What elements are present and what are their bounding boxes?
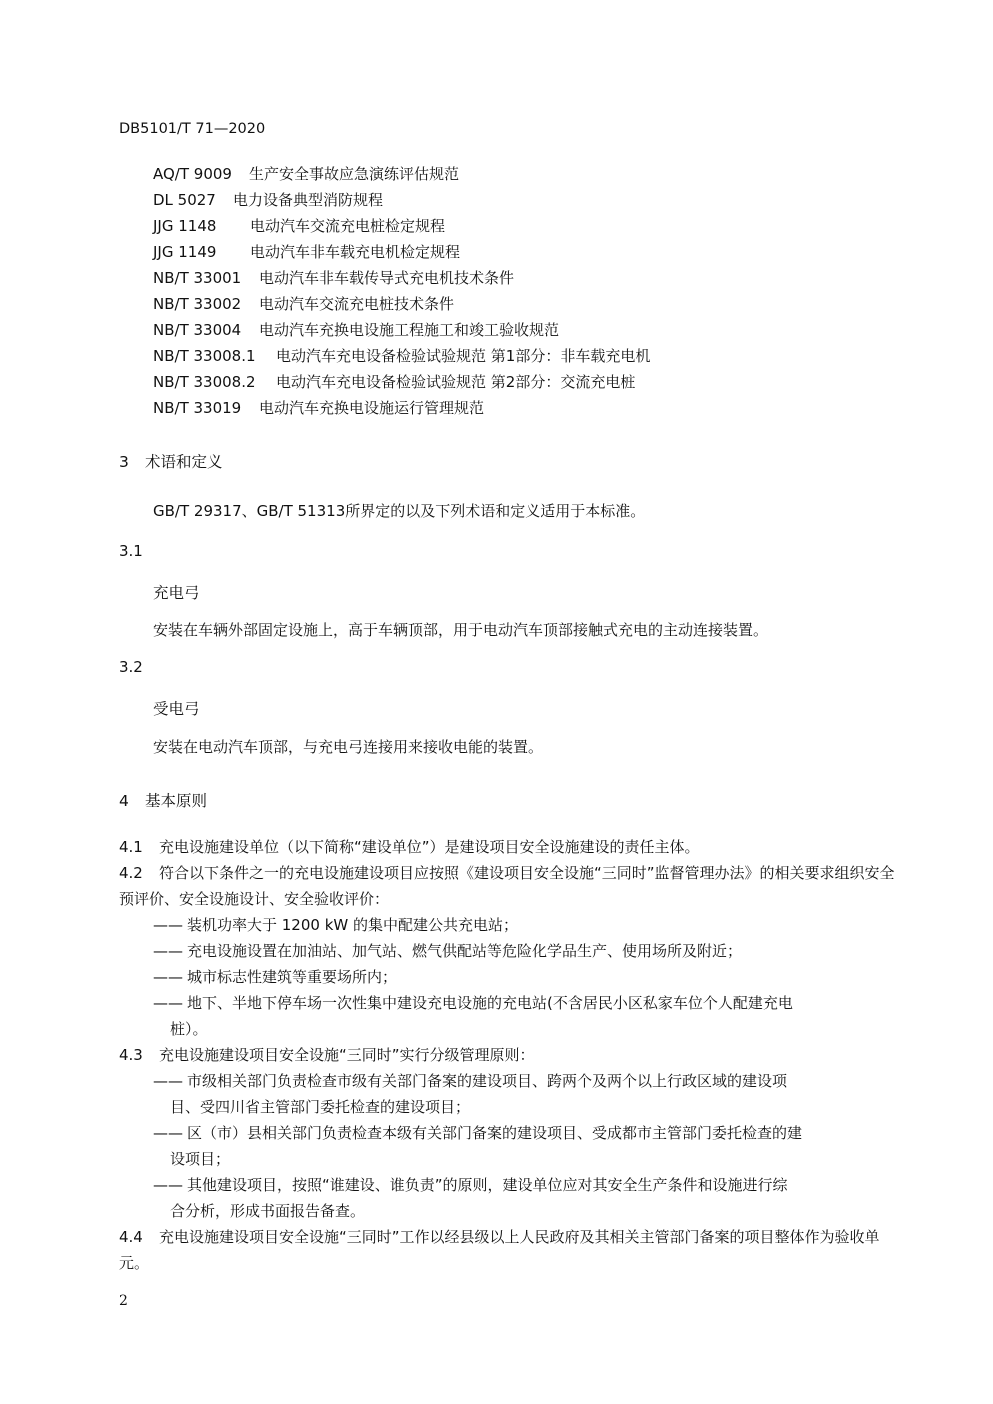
section-number: 4 bbox=[119, 792, 129, 810]
term-name: 充电弓 bbox=[153, 584, 200, 602]
list-item-text: 城市标志性建筑等重要场所内； bbox=[187, 968, 398, 986]
term-number: 3.1 bbox=[119, 542, 143, 560]
list-dash: —— bbox=[153, 916, 183, 934]
list-item bbox=[153, 1120, 899, 1172]
list-item-text: 其他建设项目，按照“谁建设、谁负责”的原则，建设单位应对其安全生产条件和设施进行综 bbox=[187, 1176, 788, 1194]
term-number: 3.2 bbox=[119, 658, 143, 676]
clause-number: 4.4 bbox=[119, 1228, 143, 1246]
section-heading bbox=[119, 450, 223, 472]
list-item bbox=[153, 1068, 899, 1120]
reference-title: 电动汽车充换电设施运行管理规范 bbox=[259, 399, 485, 417]
reference-code: DL 5027 bbox=[153, 191, 216, 209]
section-number: 3 bbox=[119, 453, 129, 471]
section-title: 术语和定义 bbox=[145, 453, 223, 471]
reference-title: 电动汽车充电设备检验试验规范 第1部分：非车载充电机 bbox=[276, 347, 651, 365]
list-dash: —— bbox=[153, 1072, 183, 1090]
clause-number: 4.2 bbox=[119, 864, 143, 882]
reference-item bbox=[153, 189, 383, 210]
page-number: 2 bbox=[119, 1293, 128, 1309]
reference-item bbox=[153, 345, 650, 366]
reference-code: AQ/T 9009 bbox=[153, 165, 232, 183]
reference-item bbox=[153, 241, 460, 262]
clause-4-4 bbox=[119, 1224, 899, 1276]
list-item bbox=[153, 964, 899, 990]
clause-number: 4.1 bbox=[119, 838, 143, 856]
reference-code: NB/T 33008.2 bbox=[153, 373, 256, 391]
reference-title: 生产安全事故应急演练评估规范 bbox=[249, 165, 460, 183]
section-heading bbox=[119, 789, 207, 811]
list-dash: —— bbox=[153, 968, 183, 986]
clause-text: 充电设施建设项目安全设施“三同时”工作以经县级以上人民政府及其相关主管部门备案的项目整体作为验收单元。 bbox=[119, 1228, 880, 1272]
list-item-continuation: 桩）。 bbox=[170, 1020, 208, 1038]
reference-item bbox=[153, 397, 484, 418]
list-item-text: 区（市）县相关部门负责检查本级有关部门备案的建设项目、受成都市主管部门委托检查的建 bbox=[187, 1124, 803, 1142]
reference-code: NB/T 33002 bbox=[153, 295, 242, 313]
reference-code: NB/T 33004 bbox=[153, 321, 242, 339]
reference-title: 电动汽车充换电设施工程施工和竣工验收规范 bbox=[259, 321, 560, 339]
list-item-text: 装机功率大于 1200 kW 的集中配建公共充电站； bbox=[187, 916, 518, 934]
section-title: 基本原则 bbox=[145, 792, 208, 810]
reference-item bbox=[153, 215, 445, 236]
reference-title: 电力设备典型消防规程 bbox=[233, 191, 384, 209]
list-item-continuation: 设项目； bbox=[170, 1150, 231, 1168]
list-dash: —— bbox=[153, 994, 183, 1012]
reference-item bbox=[153, 267, 514, 288]
clause-number: 4.3 bbox=[119, 1046, 143, 1064]
reference-code: JJG 1149 bbox=[153, 243, 217, 261]
reference-title: 电动汽车充电设备检验试验规范 第2部分：交流充电桩 bbox=[276, 373, 636, 391]
list-item bbox=[153, 938, 899, 964]
term-definition: 安装在车辆外部固定设施上，高于车辆顶部，用于电动汽车顶部接触式充电的主动连接装置。 bbox=[153, 621, 769, 639]
list-item-text: 地下、半地下停车场一次性集中建设充电设施的充电站(不含居民小区私家车位个人配建充电 bbox=[187, 994, 793, 1012]
reference-title: 电动汽车交流充电桩技术条件 bbox=[259, 295, 455, 313]
list-item-text: 充电设施设置在加油站、加气站、燃气供配站等危险化学品生产、使用场所及附近； bbox=[187, 942, 743, 960]
terms-intro: GB/T 29317、GB/T 51313所界定的以及下列术语和定义适用于本标准。 bbox=[153, 502, 646, 520]
list-dash: —— bbox=[153, 1176, 183, 1194]
reference-title: 电动汽车非车载传导式充电机技术条件 bbox=[259, 269, 515, 287]
term-name: 受电弓 bbox=[153, 700, 200, 718]
reference-item bbox=[153, 371, 635, 392]
reference-code: JJG 1148 bbox=[153, 217, 217, 235]
document-code-header: DB5101/T 71—2020 bbox=[119, 121, 266, 137]
list-dash: —— bbox=[153, 942, 183, 960]
list-item-text: 市级相关部门负责检查市级有关部门备案的建设项目、跨两个及两个以上行政区域的建设项 bbox=[187, 1072, 788, 1090]
reference-item bbox=[153, 163, 459, 184]
reference-code: NB/T 33008.1 bbox=[153, 347, 256, 365]
list-item bbox=[153, 1172, 899, 1224]
list-item-continuation: 合分析，形成书面报告备查。 bbox=[170, 1202, 366, 1220]
list-item bbox=[153, 912, 899, 938]
reference-item bbox=[153, 293, 454, 314]
clause-4-1 bbox=[119, 834, 899, 860]
clause-text: 充电设施建设单位（以下简称“建设单位”）是建设项目安全设施建设的责任主体。 bbox=[159, 838, 700, 856]
clause-text: 充电设施建设项目安全设施“三同时”实行分级管理原则： bbox=[159, 1046, 535, 1064]
clause-4-3 bbox=[119, 1042, 899, 1068]
reference-item bbox=[153, 319, 559, 340]
clause-4-2 bbox=[119, 860, 899, 912]
clause-text: 符合以下条件之一的充电设施建设项目应按照《建设项目安全设施“三同时”监督管理办法》的相关要求组织安全预评价、安全设施设计、安全验收评价： bbox=[119, 864, 895, 908]
reference-code: NB/T 33019 bbox=[153, 399, 242, 417]
reference-title: 电动汽车非车载充电机检定规程 bbox=[250, 243, 461, 261]
term-definition: 安装在电动汽车顶部，与充电弓连接用来接收电能的装置。 bbox=[153, 738, 544, 756]
reference-code: NB/T 33001 bbox=[153, 269, 242, 287]
list-dash: —— bbox=[153, 1124, 183, 1142]
list-item-continuation: 目、受四川省主管部门委托检查的建设项目； bbox=[170, 1098, 471, 1116]
list-item bbox=[153, 990, 899, 1042]
reference-title: 电动汽车交流充电桩检定规程 bbox=[250, 217, 446, 235]
